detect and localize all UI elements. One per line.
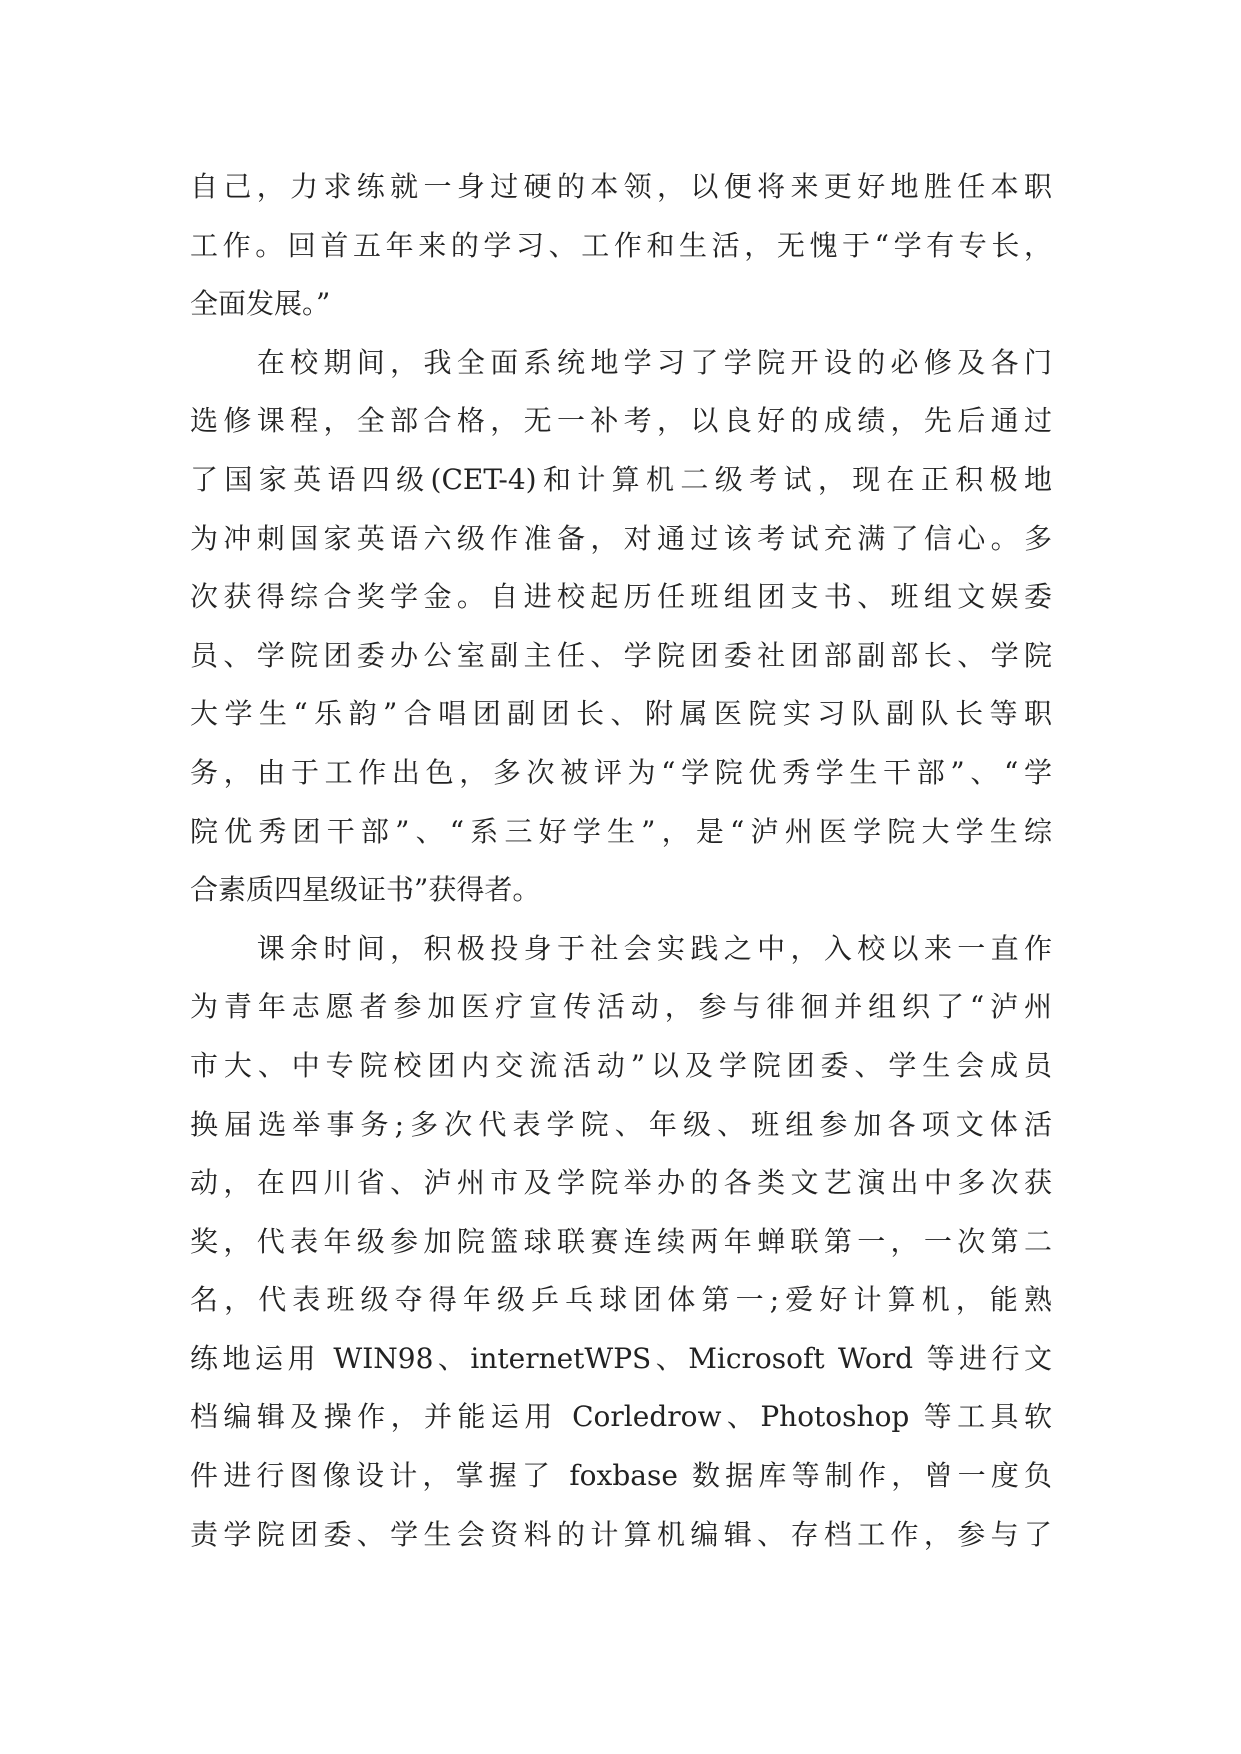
paragraph-first-line: 在校期间，我全面系统地学习了学院开设的必修及各门: [190, 345, 1052, 379]
text-line: 档编辑及操作，并能运用 Corledrow、Photoshop 等工具软: [190, 1400, 1052, 1434]
text-line: 务，由于工作出色，多次被评为“学院优秀学生干部”、“学: [190, 755, 1052, 789]
text-line: 名，代表班级夺得年级乒乓球团体第一;爱好计算机，能熟: [190, 1283, 1052, 1317]
paragraph-end-line: 全面发展。”: [190, 287, 331, 321]
text-line: 自己，力求练就一身过硬的本领，以便将来更好地胜任本职: [190, 170, 1052, 203]
paragraph-first-line: 课余时间，积极投身于社会实践之中，入校以来一直作: [190, 931, 1052, 965]
text-line: 员、学院团委办公室副主任、学院团委社团部副部长、学院: [190, 638, 1052, 672]
text-line: 责学院团委、学生会资料的计算机编辑、存档工作，参与了: [190, 1517, 1052, 1551]
text-line: 为青年志愿者参加医疗宣传活动，参与徘徊并组织了“泸州: [190, 990, 1052, 1024]
text-line: 大学生“乐韵”合唱团副团长、附属医院实习队副队长等职: [190, 697, 1052, 731]
text-line: 次获得综合奖学金。自进校起历任班组团支书、班组文娱委: [190, 580, 1052, 614]
text-line: 件进行图像设计，掌握了 foxbase 数据库等制作，曾一度负: [190, 1459, 1052, 1493]
document-body: [190, 158, 1052, 1564]
text-line: 选修课程，全部合格，无一补考，以良好的成绩，先后通过: [190, 404, 1052, 438]
text-line: 奖，代表年级参加院篮球联赛连续两年蝉联第一，一次第二: [190, 1224, 1052, 1258]
text-line: 了国家英语四级(CET-4)和计算机二级考试，现在正积极地: [190, 462, 1052, 496]
text-line: 换届选举事务;多次代表学院、年级、班组参加各项文体活: [190, 1107, 1052, 1141]
paragraph-end-line: 合素质四星级证书”获得者。: [190, 873, 541, 907]
text-line: 练地运用 WIN98、internetWPS、Microsoft Word 等进行文: [190, 1341, 1052, 1375]
text-line: 院优秀团干部”、“系三好学生”，是“泸州医学院大学生综: [190, 814, 1052, 848]
text-line: 工作。回首五年来的学习、工作和生活，无愧于“学有专长，: [190, 228, 1052, 262]
text-line: 为冲刺国家英语六级作准备，对通过该考试充满了信心。多: [190, 521, 1052, 555]
text-line: 动，在四川省、泸州市及学院举办的各类文艺演出中多次获: [190, 1166, 1052, 1200]
text-line: 市大、中专院校团内交流活动”以及学院团委、学生会成员: [190, 1048, 1052, 1082]
